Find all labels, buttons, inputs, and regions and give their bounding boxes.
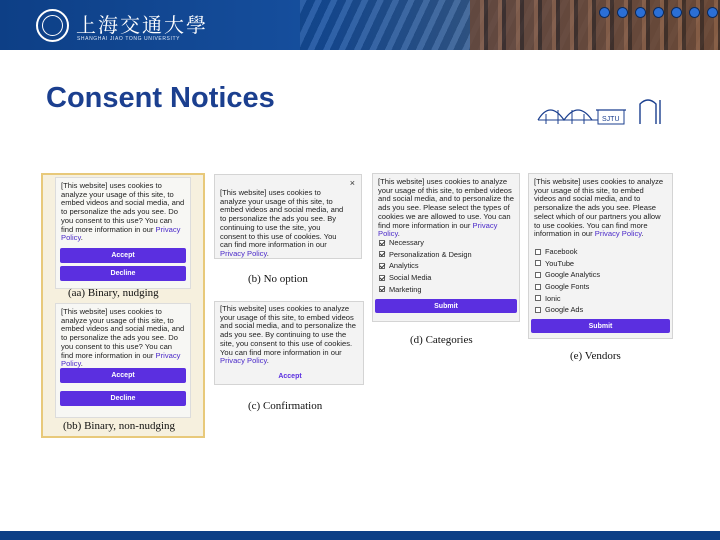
notice-vendors <box>528 173 673 339</box>
option-label: Social Media <box>389 273 432 283</box>
option-row[interactable] <box>379 272 472 284</box>
option-row[interactable] <box>379 237 472 249</box>
notice-body-end: . <box>266 356 269 366</box>
checkbox-unchecked-icon[interactable] <box>535 295 541 301</box>
ornament-dot <box>600 8 609 17</box>
notice-body: [This website] uses cookies to analyze your usage of this site, to embed videos and social media, and to personalize the ads you see. By continuing to use the site, you consent to this use of cookies. You can find more information in our <box>220 304 356 357</box>
privacy-policy-link[interactable]: Privacy Policy <box>220 248 267 258</box>
option-label: Analytics <box>389 261 419 271</box>
sketch-label: SJTU <box>602 116 620 123</box>
option-label: Google Analytics <box>545 270 601 280</box>
category-option-list <box>379 237 472 295</box>
option-label: Facebook <box>545 247 578 257</box>
notice-no-option <box>214 174 362 259</box>
accept-button[interactable]: Accept <box>60 368 186 383</box>
option-row[interactable] <box>379 283 472 295</box>
option-label: Google Fonts <box>545 282 590 292</box>
checkbox-unchecked-icon[interactable] <box>535 249 541 255</box>
ornament-dot <box>636 8 645 17</box>
privacy-policy-link[interactable]: Privacy Policy <box>220 356 267 366</box>
option-row[interactable] <box>535 292 600 304</box>
notice-body: [This website] uses cookies to analyze your usage of this site, to embed videos and social media, and to personalize the ads you see. Please select which of our partners you allow to use cookies. You can find more information in our <box>534 177 664 239</box>
decline-button[interactable]: Decline <box>60 266 186 281</box>
option-row[interactable] <box>535 258 600 270</box>
submit-button[interactable]: Submit <box>531 319 670 333</box>
option-row[interactable] <box>535 246 600 258</box>
checkbox-unchecked-icon[interactable] <box>535 260 541 266</box>
notice-binary-nudging <box>55 177 191 289</box>
option-label: Ionic <box>545 293 561 303</box>
footer-bar <box>0 531 720 540</box>
accept-text-button[interactable]: Accept <box>278 373 302 380</box>
notice-body: [This website] uses cookies to analyze your usage of this site, to embed videos and social media, and to personalize the ads you see. Do you consent to this use? You can find more information in our <box>61 181 185 234</box>
ornament-dot <box>672 8 681 17</box>
checkbox-checked-icon[interactable] <box>379 286 385 292</box>
option-label: Google Ads <box>545 305 584 315</box>
option-label: YouTube <box>545 258 575 268</box>
notice-text <box>373 174 519 239</box>
ornament-dot <box>690 8 699 17</box>
notice-body: [This website] uses cookies to analyze your usage of this site, to embed videos and social media, and to personalize the ads you see. By continuing to use the site, you consent to this use of cookies. You can find more information in our <box>220 188 344 250</box>
notice-confirmation <box>214 301 364 385</box>
notice-body: [This website] uses cookies to analyze your usage of this site, to embed videos and social media, and to personalize the ads you see. Please select the types of cookies we are allowed to use. You can find more information in our <box>378 177 514 230</box>
university-seal-icon <box>36 9 69 42</box>
checkbox-checked-icon[interactable] <box>379 251 385 257</box>
notice-text <box>529 174 672 239</box>
ornament-dot <box>654 8 663 17</box>
option-row[interactable] <box>535 304 600 316</box>
notice-text <box>215 302 363 366</box>
option-row[interactable] <box>535 269 600 281</box>
privacy-policy-link[interactable]: Privacy Policy <box>61 350 181 369</box>
notice-body-end: . <box>80 233 83 243</box>
option-row[interactable] <box>535 281 600 293</box>
notice-body-end: . <box>266 248 269 258</box>
option-label: Necessary <box>389 238 424 248</box>
logo-chinese-name: 上海交通大學 <box>76 13 208 37</box>
submit-button[interactable]: Submit <box>375 299 517 313</box>
option-label: Marketing <box>389 284 422 294</box>
header-banner <box>0 0 720 50</box>
campus-gate-sketch-icon <box>536 96 666 126</box>
caption-aa: (aa) Binary, nudging <box>68 287 159 299</box>
notice-body-end: . <box>80 359 83 369</box>
privacy-policy-link[interactable]: Privacy Policy <box>594 229 642 239</box>
accept-button[interactable]: Accept <box>60 248 186 263</box>
notice-body-end: . <box>641 229 644 239</box>
option-label: Personalization & Design <box>389 249 472 259</box>
notice-categories <box>372 173 520 322</box>
slide-title: Consent Notices <box>46 82 275 114</box>
decline-button[interactable]: Decline <box>60 391 186 406</box>
caption-d: (d) Categories <box>410 334 473 346</box>
notice-binary-non-nudging <box>55 303 191 418</box>
option-row[interactable] <box>379 260 472 272</box>
checkbox-checked-icon[interactable] <box>379 275 385 281</box>
privacy-policy-link[interactable]: Privacy Policy <box>61 224 181 243</box>
privacy-policy-link[interactable]: Privacy Policy <box>378 220 498 239</box>
checkbox-unchecked-icon[interactable] <box>535 272 541 278</box>
option-row[interactable] <box>379 249 472 261</box>
caption-e: (e) Vendors <box>570 350 621 362</box>
close-icon[interactable]: × <box>349 178 355 188</box>
notice-body: [This website] uses cookies to analyze your usage of this site, to embed videos and social media, and to personalize the ads you see. Do you consent to this use? You can find more information in our <box>61 307 185 360</box>
checkbox-checked-icon[interactable] <box>379 240 385 246</box>
checkbox-unchecked-icon[interactable] <box>535 284 541 290</box>
logo-english-name: SHANGHAI JIAO TONG UNIVERSITY <box>77 36 181 42</box>
caption-b: (b) No option <box>248 273 308 285</box>
banner-ornaments <box>600 8 720 17</box>
notice-text <box>56 304 190 369</box>
caption-c: (c) Confirmation <box>248 400 323 412</box>
caption-bb: (bb) Binary, non-nudging <box>63 420 176 432</box>
ornament-dot <box>618 8 627 17</box>
notice-text <box>56 178 190 243</box>
checkbox-unchecked-icon[interactable] <box>535 307 541 313</box>
notice-body-end: . <box>397 229 400 239</box>
checkbox-checked-icon[interactable] <box>379 263 385 269</box>
vendor-option-list <box>535 246 600 316</box>
notice-text <box>215 175 361 259</box>
ornament-dot <box>708 8 717 17</box>
